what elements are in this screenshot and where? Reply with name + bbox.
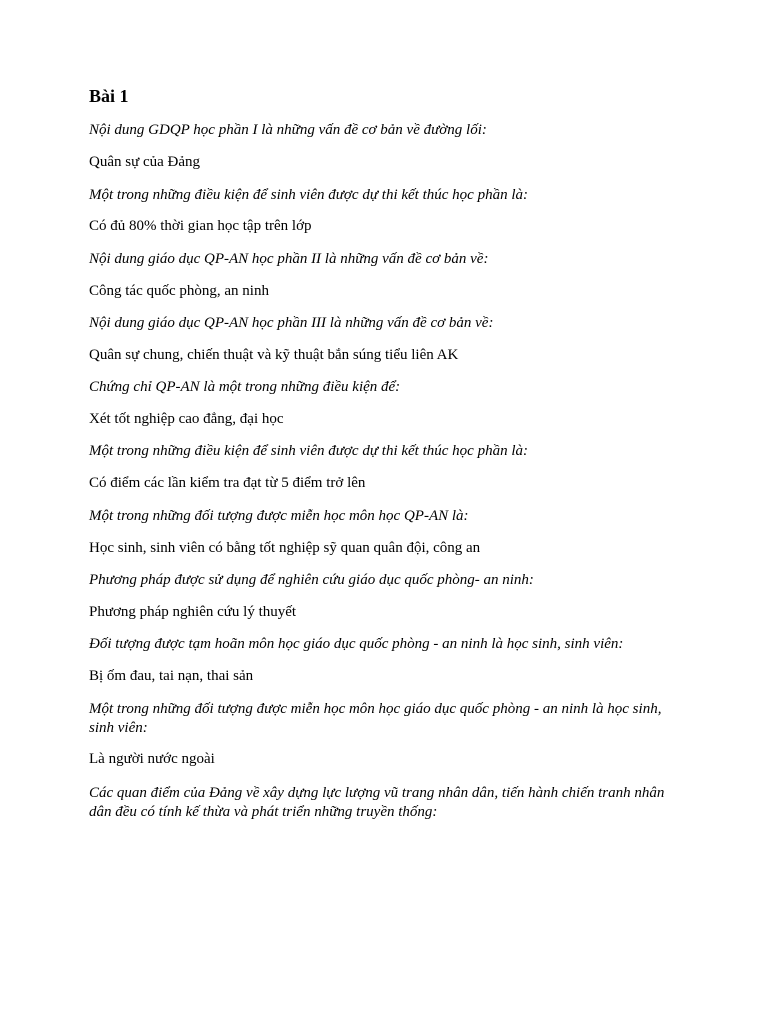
question-2: Một trong những điều kiện để sinh viên được dự thi kết thúc học phần là: <box>89 187 528 203</box>
question-5: Chứng chỉ QP-AN là một trong những điều kiện để: <box>89 379 401 395</box>
question-4: Nội dung giáo dục QP-AN học phần III là những vấn đề cơ bản về: <box>89 315 494 331</box>
answer-1: Quân sự của Đảng <box>89 154 201 170</box>
question-7: Một trong những đối tượng được miễn học môn học QP-AN là: <box>89 508 469 524</box>
question-10: Một trong những đối tượng được miễn học môn học giáo dục quốc phòng - an ninh là học sinh, sinh viên: <box>89 701 662 736</box>
answer-10: Là người nước ngoài <box>89 751 215 767</box>
answer-6: Có điểm các lần kiểm tra đạt từ 5 điểm trở lên <box>89 475 366 491</box>
answer-9: Bị ốm đau, tai nạn, thai sản <box>89 668 254 684</box>
answer-7: Học sinh, sinh viên có bằng tốt nghiệp sỹ quan quân đội, công an <box>89 540 481 556</box>
answer-8: Phương pháp nghiên cứu lý thuyết <box>89 604 297 620</box>
answer-5: Xét tốt nghiệp cao đẳng, đại học <box>89 411 284 427</box>
question-1: Nội dung GDQP học phần I là những vấn đề cơ bản về đường lối: <box>89 122 487 138</box>
question-8: Phương pháp được sử dụng để nghiên cứu giáo dục quốc phòng- an ninh: <box>89 572 534 588</box>
answer-2: Có đủ 80% thời gian học tập trên lớp <box>89 218 312 234</box>
document-title: Bài 1 <box>89 86 129 106</box>
question-11: Các quan điểm của Đảng về xây dựng lực lượng vũ trang nhân dân, tiến hành chiến tranh nhân dân đều có tính kế thừa và phát triển những truyền thống: <box>89 785 665 820</box>
question-3: Nội dung giáo dục QP-AN học phần II là những vấn đề cơ bản về: <box>89 251 489 267</box>
question-6: Một trong những điều kiện để sinh viên được dự thi kết thúc học phần là: <box>89 443 528 459</box>
answer-3: Công tác quốc phòng, an ninh <box>89 283 269 299</box>
question-9: Đối tượng được tạm hoãn môn học giáo dục quốc phòng - an ninh là học sinh, sinh viên: <box>89 636 624 652</box>
answer-4: Quân sự chung, chiến thuật và kỹ thuật bắn súng tiểu liên AK <box>89 347 459 363</box>
